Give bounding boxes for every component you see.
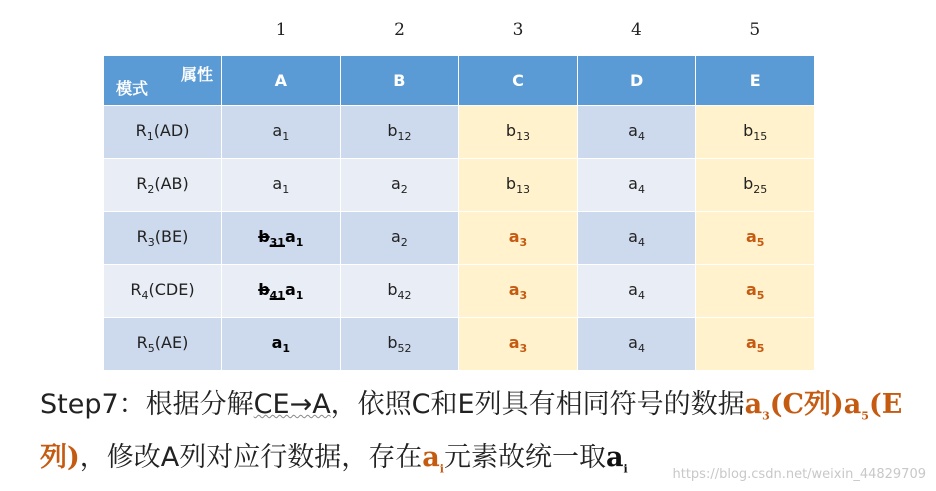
caption-text: ，依照C和E列具有相同符号的数据 bbox=[330, 389, 745, 420]
column-header-a: A bbox=[222, 56, 341, 106]
schema-header-label: 模式 bbox=[116, 79, 149, 98]
column-header-e: E bbox=[696, 56, 815, 106]
table-row bbox=[104, 265, 815, 318]
table-cell: $b_{42}$ bbox=[340, 265, 459, 318]
column-header-d: D bbox=[577, 56, 696, 106]
table-cell: $a_1$ bbox=[222, 159, 341, 212]
table-cell: $a_1$ bbox=[222, 318, 341, 371]
table-cell: $a_4$ bbox=[577, 159, 696, 212]
relation-name-cell: $R_4(CDE)$ bbox=[104, 265, 222, 318]
result-symbol: $a_i$ bbox=[605, 442, 628, 476]
relation-name-cell: $R_3(BE)$ bbox=[104, 212, 222, 265]
table-cell: $b_{15}$ bbox=[696, 106, 815, 159]
column-number: 3 bbox=[512, 20, 524, 40]
highlight-symbol: $a_i$ bbox=[422, 442, 444, 476]
attribute-header-label: 属性 bbox=[180, 65, 213, 84]
relation-name-cell: $R_5(AE)$ bbox=[104, 318, 222, 371]
column-header-b: B bbox=[340, 56, 459, 106]
table-cell: $a_1$ bbox=[222, 106, 341, 159]
table-cell: $b_{25}$ bbox=[696, 159, 815, 212]
column-number: 5 bbox=[749, 20, 761, 40]
table-row bbox=[104, 159, 815, 212]
caption-text: ，修改A列对应行数据，存在 bbox=[79, 442, 423, 474]
highlight-symbol: $a_3(C$列)$a_5(E$列) bbox=[40, 389, 903, 474]
table-cell: $a_2$ bbox=[340, 212, 459, 265]
table-row bbox=[104, 212, 815, 265]
table-cell: $a_3$ bbox=[459, 212, 578, 265]
caption-text: 元素故统一取 bbox=[443, 442, 606, 474]
table-cell: $a_4$ bbox=[577, 212, 696, 265]
table-cell: $a_2$ bbox=[340, 159, 459, 212]
table-cell: $b_{41}a_1$ bbox=[222, 265, 341, 318]
table-cell: $a_4$ bbox=[577, 318, 696, 371]
column-number-row bbox=[222, 20, 814, 42]
column-number: 2 bbox=[394, 20, 405, 40]
relation-name-cell: $R_2(AB)$ bbox=[104, 159, 222, 212]
table-cell: $b_{52}$ bbox=[340, 318, 459, 371]
replaced-value: $b_{31}$ bbox=[258, 226, 285, 250]
column-number: 1 bbox=[275, 20, 287, 40]
table-corner-cell bbox=[104, 56, 222, 106]
table-cell: $b_{12}$ bbox=[340, 106, 459, 159]
table-cell: $a_5$ bbox=[696, 212, 815, 265]
watermark: https://blog.csdn.net/weixin_44829709 bbox=[672, 467, 926, 482]
table-cell: $a_4$ bbox=[577, 106, 696, 159]
table-cell: $a_4$ bbox=[577, 265, 696, 318]
table-cell: $b_{13}$ bbox=[459, 159, 578, 212]
table-cell: $a_5$ bbox=[696, 318, 815, 371]
replaced-value: $b_{41}$ bbox=[258, 279, 285, 303]
table-cell: $b_{31}a_1$ bbox=[222, 212, 341, 265]
column-header-c: C bbox=[459, 56, 578, 106]
table-cell: $a_3$ bbox=[459, 318, 578, 371]
relation-name-cell: $R_1(AD)$ bbox=[104, 106, 222, 159]
table-header-row bbox=[104, 56, 815, 106]
table-cell: $a_3$ bbox=[459, 265, 578, 318]
functional-dependency: CE→A bbox=[253, 389, 331, 420]
caption-text: Step7：根据分解 bbox=[40, 389, 254, 420]
column-number: 4 bbox=[630, 20, 642, 40]
table-cell: $a_5$ bbox=[696, 265, 815, 318]
table-cell: $b_{13}$ bbox=[459, 106, 578, 159]
table-row bbox=[104, 106, 815, 159]
relation-decomposition-table bbox=[103, 55, 815, 371]
table-row bbox=[104, 318, 815, 371]
